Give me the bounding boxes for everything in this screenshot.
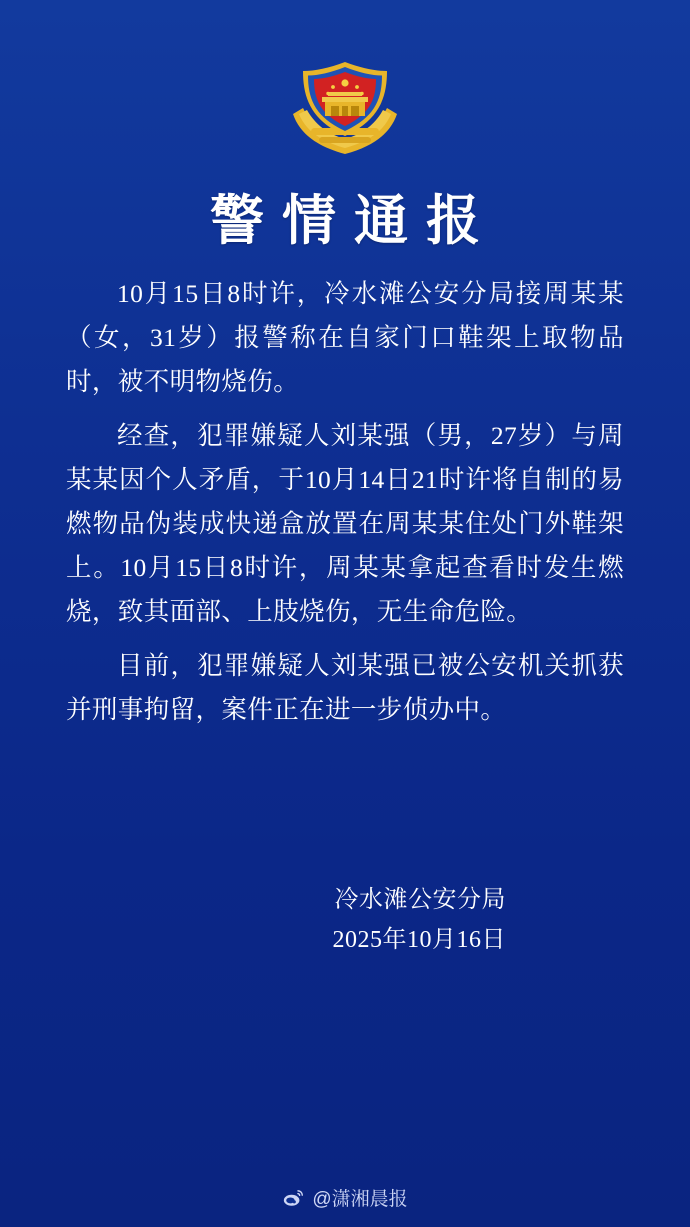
signature-organization: 冷水滩公安分局 (334, 887, 506, 913)
page-title: 警情通报 (210, 191, 498, 251)
signature-block (66, 880, 624, 960)
footer-account: @潇湘晨报 (312, 1189, 408, 1210)
footer-watermark (0, 1184, 690, 1211)
paragraph-2: 经查，犯罪嫌疑人刘某强（男，27岁）与周某某因个人矛盾，于10月14日21时许将自制的易燃物品伪装成快递盒放置在周某某住处门外鞋架上。10月15日8时许，周某某拿起查看时发生燃烧，致其面部、上肢烧伤，无生命危险。 (66, 421, 624, 626)
emblem-container (0, 52, 690, 170)
weibo-icon (282, 1187, 304, 1209)
paragraph-3: 目前，犯罪嫌疑人刘某强已被公安机关抓获并刑事拘留，案件正在进一步侦办中。 (66, 651, 624, 724)
china-police-emblem (277, 52, 413, 170)
notice-body (66, 272, 624, 742)
signature-date: 2025年10月16日 (332, 927, 506, 953)
paragraph-1: 10月15日8时许，冷水滩公安分局接周某某（女，31岁）报警称在自家门口鞋架上取物品时，被不明物烧伤。 (66, 279, 624, 396)
